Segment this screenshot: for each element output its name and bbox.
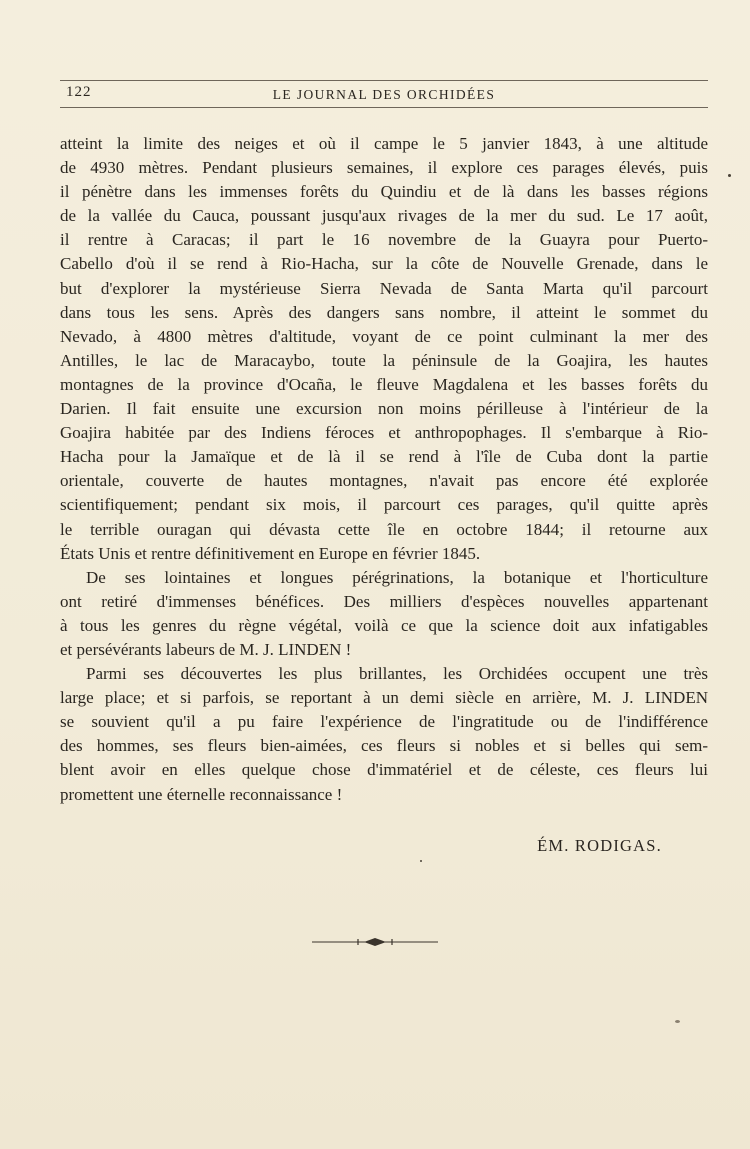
header-rule-top (60, 80, 708, 81)
text-line: États Unis et rentre définitivement en Europe en février 1845. (60, 543, 481, 563)
text-line: Goajira habitée par des Indiens féroces et anthropophages. Il s'embarque à Rio- (60, 423, 708, 443)
text-line: des hommes, ses fleurs bien-aimées, ces fleurs si nobles et si belles qui sem- (60, 736, 708, 756)
text-line: atteint la limite des neiges et où il campe le 5 janvier 1843, à une altitude (60, 134, 708, 153)
page-header (60, 84, 708, 106)
text-line: se souvient qu'il a pu faire l'expérience de l'ingratitude ou de l'indifférence (60, 712, 708, 732)
text-line: le terrible ouragan qui dévasta cette île en octobre 1844; il retourne aux (60, 519, 708, 539)
running-head: LE JOURNAL DES ORCHIDÉES (272, 87, 496, 102)
author-signature: ÉM. RODIGAS. (537, 836, 662, 855)
ink-speck (728, 174, 731, 177)
text-line: à tous les genres du règne végétal, voilà ce que la science doit aux infatigables (60, 615, 708, 635)
article-body (60, 132, 708, 807)
section-end-ornament (312, 935, 438, 949)
text-line: promettent une éternelle reconnaissance ! (60, 784, 343, 804)
text-line: but d'explorer la mystérieuse Sierra Nevada de Santa Marta qu'il parcourt (60, 278, 708, 298)
text-line: Antilles, le lac de Maracaybo, toute la péninsule de la Goajira, les hautes (60, 350, 708, 370)
text-line: Parmi ses découvertes les plus brillantes, les Orchidées occupent une très (86, 664, 708, 684)
text-line: et persévérants labeurs de M. J. LINDEN ! (60, 639, 352, 659)
text-line: Nevado, à 4800 mètres d'altitude, voyant de ce point culminant la mer des (60, 326, 708, 346)
text-line: De ses lointaines et longues pérégrinations, la botanique et l'horticulture (86, 567, 708, 587)
text-line: large place; et si parfois, se reportant à un demi siècle en arrière, M. J. LINDEN (60, 688, 708, 708)
header-rule-bottom (60, 107, 708, 108)
text-line: ont retiré d'immenses bénéfices. Des milliers d'espèces nouvelles appartenant (60, 591, 708, 611)
text-line: de la vallée du Cauca, poussant jusqu'aux rivages de la mer du sud. Le 17 août, (60, 206, 708, 226)
ink-speck (675, 1020, 680, 1023)
text-line: dans tous les sens. Après des dangers sans nombre, il atteint le sommet du (60, 302, 708, 322)
text-line: il rentre à Caracas; il part le 16 novembre de la Guayra pour Puerto- (60, 230, 708, 250)
text-line: montagnes de la province d'Ocaña, le fleuve Magdalena et les basses forêts du (60, 374, 708, 394)
text-line: scientifiquement; pendant six mois, il parcourt ces parages, qu'il quitte après (60, 495, 708, 515)
text-line: orientale, couverte de hautes montagnes, n'avait pas encore été explorée (60, 471, 708, 491)
text-line: Cabello d'où il se rend à Rio-Hacha, sur la côte de Nouvelle Grenade, dans le (60, 254, 708, 274)
text-line: blent avoir en elles quelque chose d'immatériel et de céleste, ces fleurs lui (60, 760, 708, 780)
text-line: il pénètre dans les immenses forêts du Quindiu et de là dans les basses régions (60, 182, 708, 202)
text-line: de 4930 mètres. Pendant plusieurs semaines, il explore ces parages élevés, puis (60, 158, 708, 178)
ink-speck (420, 860, 422, 862)
text-line: Hacha pour la Jamaïque et de là il se rend à l'île de Cuba dont la partie (60, 447, 708, 467)
page-number: 122 (66, 84, 92, 100)
text-line: Darien. Il fait ensuite une excursion non moins périlleuse à l'intérieur de la (60, 399, 708, 419)
